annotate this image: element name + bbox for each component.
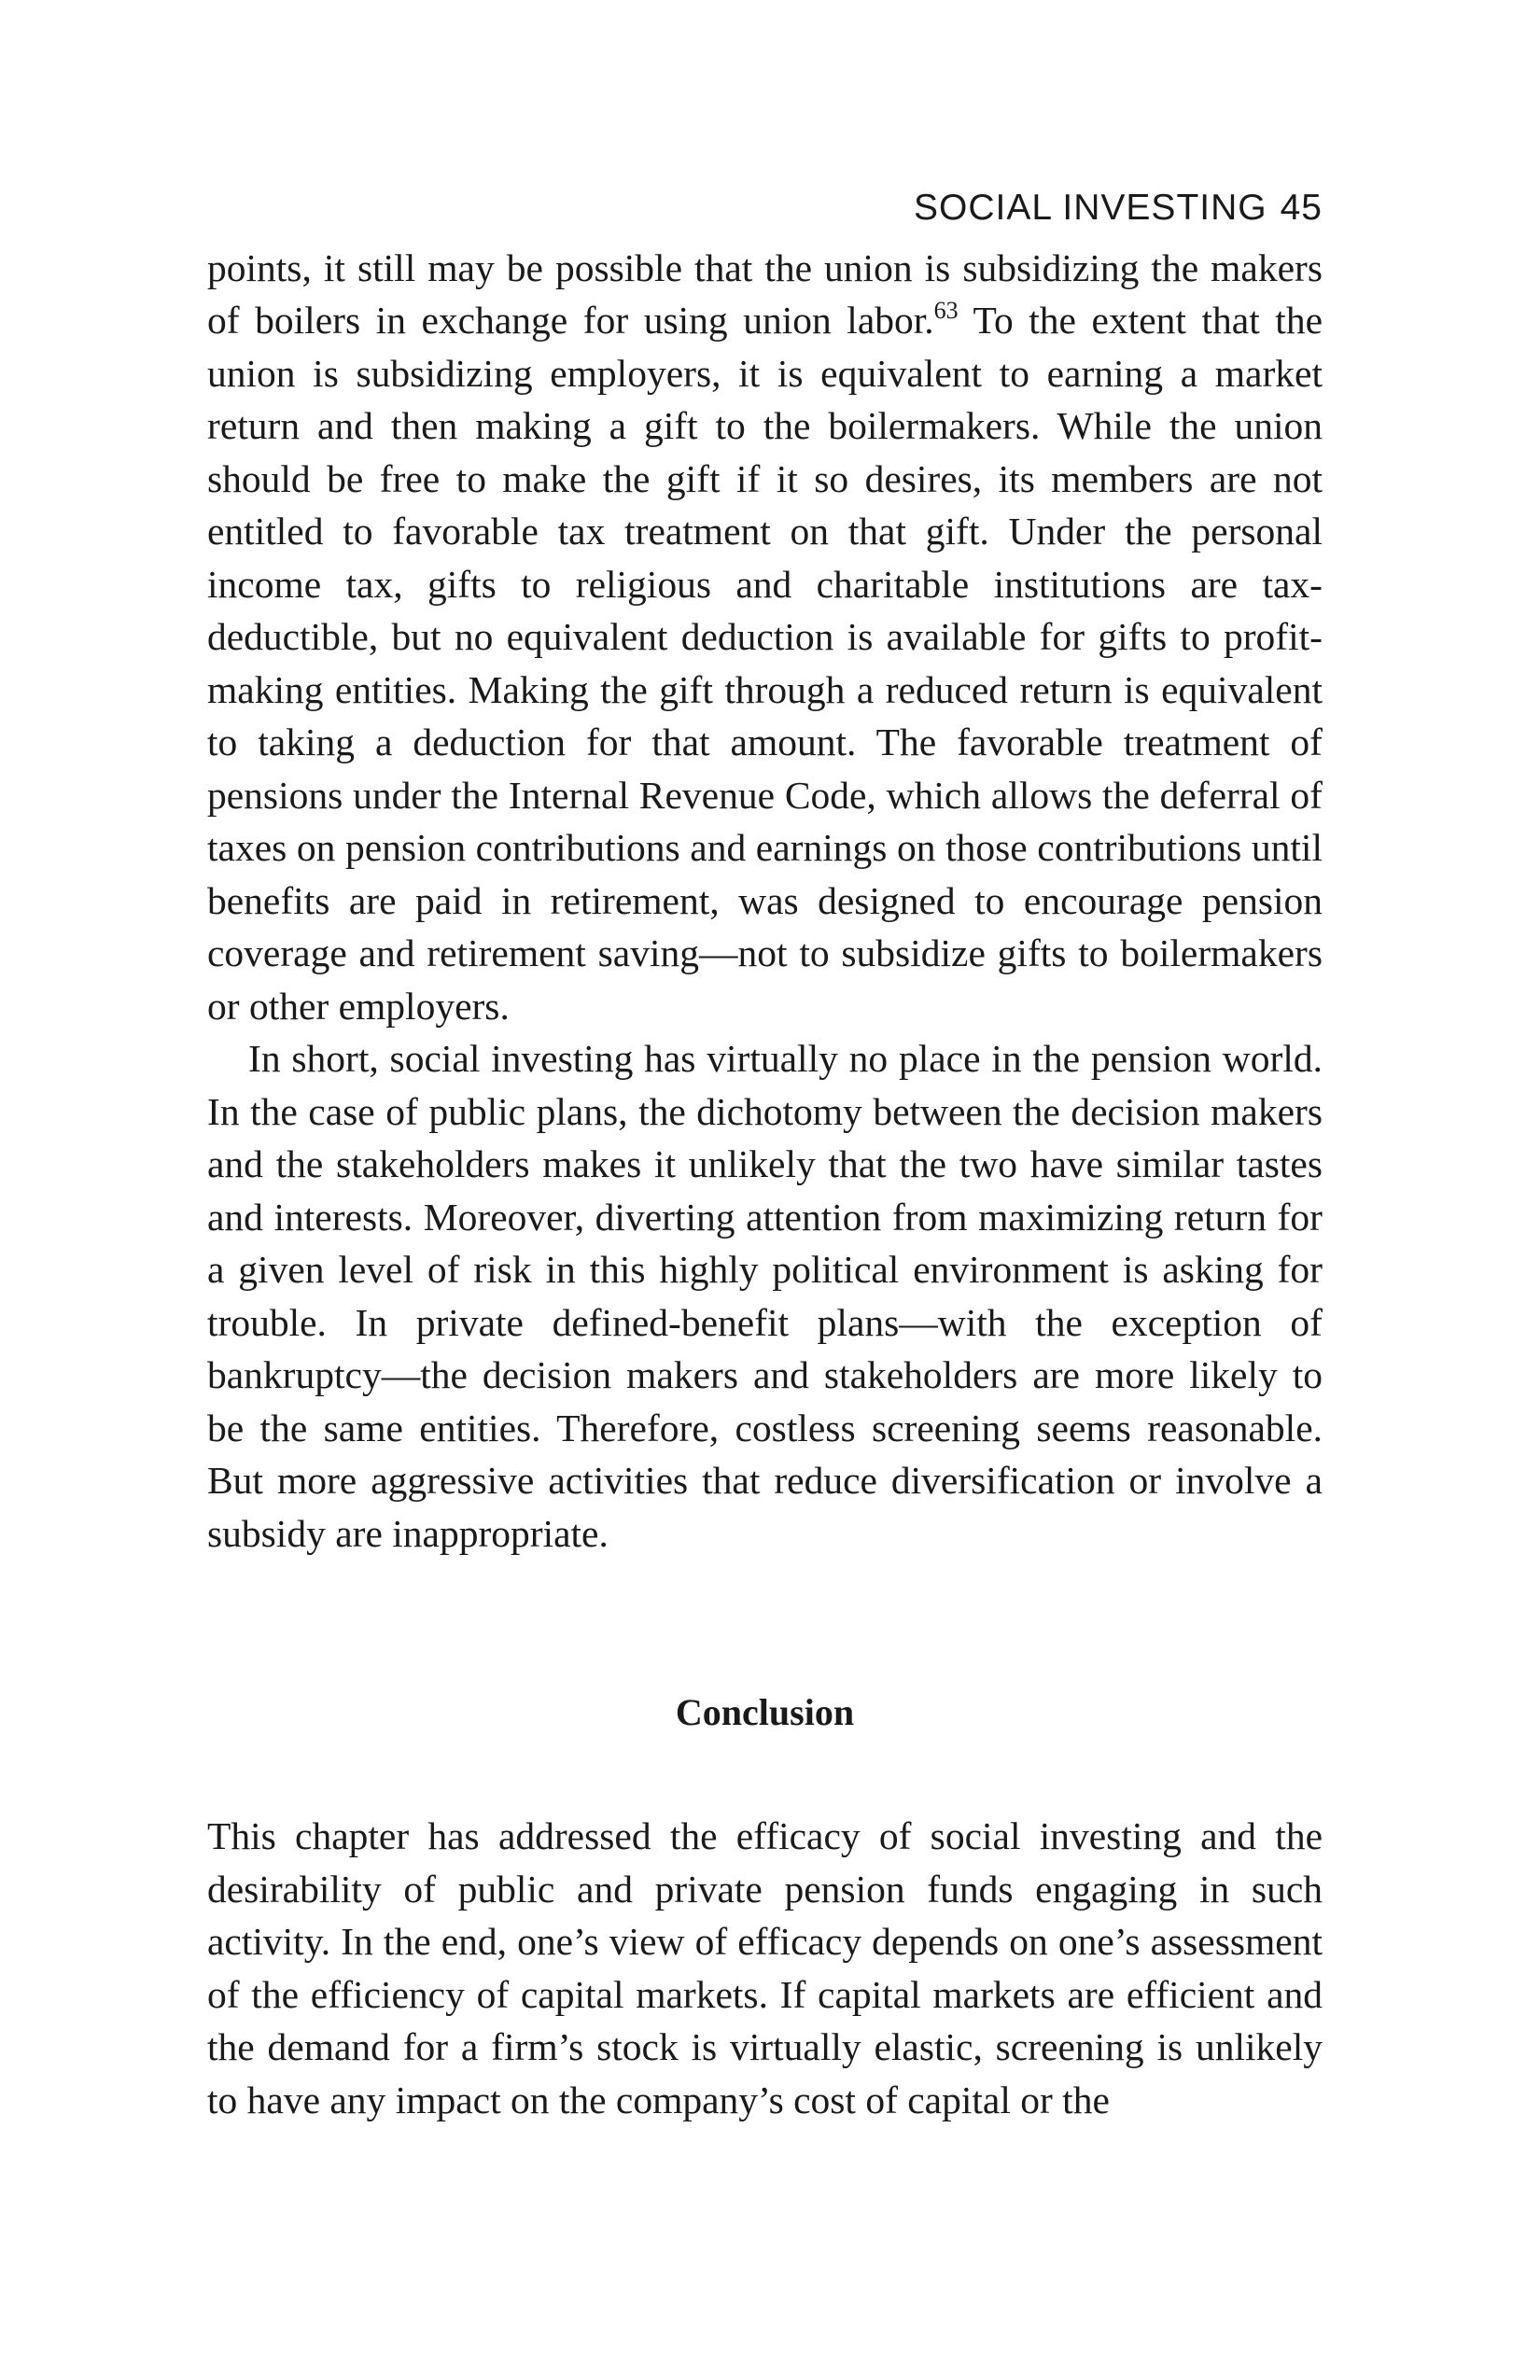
running-title: SOCIAL INVESTING bbox=[913, 188, 1267, 228]
book-page bbox=[207, 187, 1323, 2126]
footnote-ref-63[interactable]: 63 bbox=[933, 297, 959, 325]
body-paragraph-1 bbox=[207, 242, 1323, 1033]
page-number: 45 bbox=[1280, 188, 1323, 228]
running-head bbox=[207, 187, 1323, 231]
body-paragraph-2: In short, social investing has virtually no place in the pension world. In the case of public plans, the dichotomy between the decision makers and the stakeholders makes it unlikely that the two have similar tastes and interests. Moreover, diverting attention from maximizing return for a given level of risk in this highly political environment is asking for trouble. In private defined-benefit plans—with the exception of bankruptcy—the decision makers and stakeholders are more likely to be the same entities. Therefore, costless screening seems reasonable. But more aggressive activities that reduce diversification or involve a subsidy are inappropriate. bbox=[207, 1037, 1323, 1555]
paragraph-1-text-a: points, it still may be possible that the union is subsidizing the makers of boilers in exchange for using union labor. bbox=[207, 245, 1323, 343]
section-heading-conclusion: Conclusion bbox=[675, 1691, 855, 1734]
body-paragraph-3: This chapter has addressed the efficacy of social investing and the desirability of public and private pension funds engaging in such activity. In the end, one’s view of efficacy depends on one’s assessment of the efficiency of capital markets. If capital markets are efficient and the demand for a firm’s stock is virtually elastic, screening is unlikely to have any impact on the company’s cost of capital or the bbox=[207, 1814, 1323, 2121]
paragraph-1-text-b: To the extent that the union is subsidizing employers, it is equivalent to earning a market return and then making a gift to the boilermakers. While the union should be free to make the gift if it so desires, its members are not entitled to favorable tax treatment on that gift. Under the personal income tax, gifts to religious and charitable institutions are tax-deductible, but no equivalent deduction is available for gifts to profit-making entities. Making the gift through a reduced return is equivalent to taking a deduction for that amount. The favorable treatment of pensions under the Internal Revenue Code, which allows the deferral of taxes on pension contributions and earnings on those contributions until benefits are paid in retirement, was designed to encourage pension coverage and retirement saving—not to subsidize gifts to boilermakers or other employers. bbox=[207, 299, 1323, 1028]
